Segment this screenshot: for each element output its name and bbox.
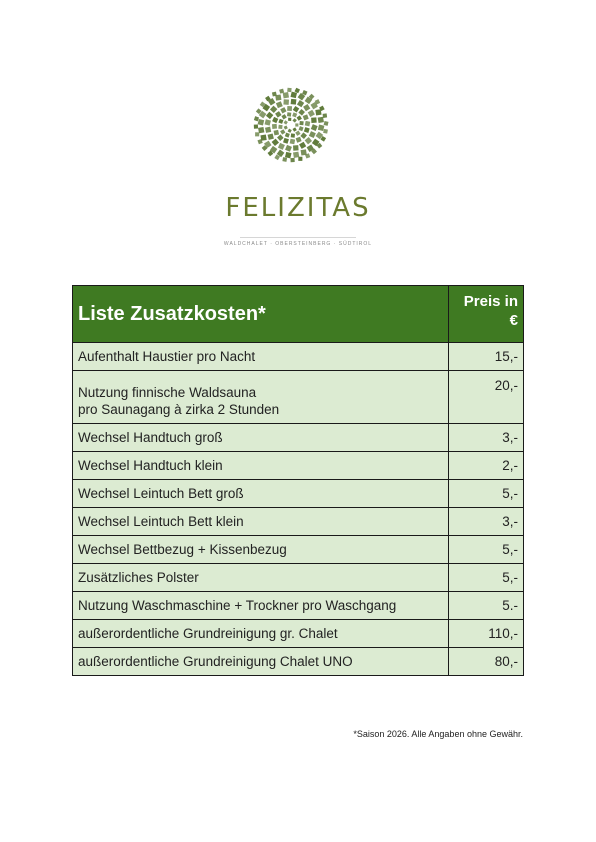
logo-tile (278, 119, 283, 124)
row-description-line: pro Saunagang à zirka 2 Stunden (78, 401, 280, 417)
logo-tile (254, 124, 258, 128)
logo-tile (287, 112, 291, 116)
logo-tile (280, 129, 285, 134)
row-description-line: Zusätzliches Polster (78, 570, 199, 585)
logo-tile (282, 157, 287, 162)
logo-tile (300, 132, 307, 139)
row-description (73, 452, 449, 480)
row-description (73, 371, 449, 424)
logo-tile (291, 99, 297, 105)
logo-tile (303, 104, 310, 111)
price-column-header: Preis in € (449, 286, 524, 343)
logo-tile (272, 124, 277, 129)
table-row (73, 343, 524, 371)
row-description (73, 424, 449, 452)
logo-tile (277, 134, 284, 141)
table-header-row (73, 286, 524, 343)
logo-tile (297, 100, 304, 107)
row-description (73, 536, 449, 564)
row-description (73, 592, 449, 620)
logo-tile (305, 121, 310, 126)
logo-tile (291, 133, 295, 137)
logo-tile (290, 92, 297, 99)
table-row (73, 536, 524, 564)
logo-tile (272, 92, 277, 97)
row-price: 3,- (449, 424, 524, 452)
row-description (73, 648, 449, 676)
logo-tile (304, 127, 310, 133)
logo-tile (309, 131, 316, 138)
logo-tile (296, 137, 302, 143)
row-description-line: außerordentliche Grundreinigung Chalet UNO (78, 654, 353, 669)
logo-tile (274, 130, 280, 136)
logo-tile (299, 142, 306, 149)
row-price: 5,- (449, 564, 524, 592)
row-price: 5,- (449, 536, 524, 564)
logo-tile (266, 112, 273, 119)
logo-tile (280, 107, 286, 113)
logo-tile (318, 124, 325, 131)
footnote: *Saison 2026. Alle Angaben ohne Gewähr. (353, 729, 523, 739)
logo-tile (297, 115, 302, 120)
table-title: Liste Zusatzkosten* (73, 286, 449, 343)
logo-tile (293, 127, 297, 131)
row-description-line: Aufenthalt Haustier pro Nacht (78, 349, 256, 364)
logo-tile (299, 126, 304, 131)
logo-tile (285, 145, 292, 152)
row-price: 3,- (449, 508, 524, 536)
logo-tile (272, 117, 278, 123)
logo-tile (303, 114, 309, 120)
logo-tile (265, 127, 271, 133)
row-price: 2,- (449, 452, 524, 480)
row-price: 110,- (449, 620, 524, 648)
row-price: 5,- (449, 480, 524, 508)
logo-tile (323, 113, 328, 118)
row-price: 20,- (449, 371, 524, 424)
logo-tile (268, 133, 274, 139)
logo-tile (308, 110, 315, 117)
row-description-line: Nutzung Waschmaschine + Trockner pro Waschgang (78, 598, 397, 613)
logo-tile (278, 143, 285, 150)
table-row (73, 508, 524, 536)
logo-tile (284, 125, 288, 129)
row-description-line: außerordentliche Grundreinigung gr. Chalet (78, 626, 338, 641)
row-description-line: Wechsel Leintuch Bett klein (78, 514, 244, 529)
logo-tile (323, 129, 328, 134)
logo-center (289, 123, 294, 128)
logo-tile (292, 118, 296, 122)
logo-tile (293, 106, 299, 112)
logo-tile (288, 129, 292, 133)
logo-tile (254, 116, 259, 121)
logo-tile (283, 138, 289, 144)
logo-tile (287, 106, 292, 111)
logo-tile (293, 145, 299, 151)
logo-tile (284, 120, 288, 124)
row-description (73, 343, 449, 371)
logo-area (0, 0, 596, 260)
logo-tile (270, 106, 277, 113)
row-description (73, 508, 449, 536)
logo-tile (318, 117, 324, 123)
logo-tile (283, 99, 289, 105)
logo-tile (295, 123, 298, 126)
row-price: 5.- (449, 592, 524, 620)
logo-tile (275, 111, 281, 117)
row-description-line: Wechsel Bettbezug + Kissenbezug (78, 542, 287, 557)
logo-tile (299, 121, 303, 125)
logo-tile (295, 88, 300, 93)
mosaic-flower-logo-icon (252, 86, 330, 164)
logo-tile (292, 112, 297, 117)
table-row (73, 564, 524, 592)
table-row (73, 480, 524, 508)
logo-tile (311, 124, 318, 131)
logo-tile (288, 118, 291, 121)
row-description-line: Nutzung finnische Waldsauna (78, 384, 257, 400)
logo-tile (255, 132, 259, 136)
row-description-line: Wechsel Handtuch groß (78, 430, 223, 445)
row-description (73, 620, 449, 648)
logo-tile (276, 101, 283, 108)
logo-tile (287, 88, 291, 92)
table-row (73, 620, 524, 648)
table-row (73, 452, 524, 480)
logo-tile (324, 121, 329, 126)
brand-name: FELIZITAS (225, 193, 371, 223)
logo-tile (272, 139, 279, 146)
row-description-line: Wechsel Leintuch Bett groß (78, 486, 244, 501)
logo-tile (285, 152, 292, 159)
row-price: 80,- (449, 648, 524, 676)
table-row (73, 371, 524, 424)
logo-tile (265, 119, 271, 125)
row-price: 15,- (449, 343, 524, 371)
logo-tile (285, 133, 290, 138)
table-row (73, 424, 524, 452)
logo-tile (278, 125, 282, 129)
table-row (73, 592, 524, 620)
table-row (73, 648, 524, 676)
logo-tile (258, 119, 265, 126)
logo-tile (283, 92, 289, 98)
logo-tile (305, 137, 312, 144)
logo-tile (290, 139, 295, 144)
logo-tile (311, 117, 317, 123)
row-description-line: Wechsel Handtuch klein (78, 458, 223, 473)
surcharge-table (72, 285, 524, 676)
logo-tile (298, 157, 302, 161)
brand-divider (240, 237, 356, 238)
logo-tile (290, 158, 294, 162)
logo-tile (295, 131, 300, 136)
row-description (73, 564, 449, 592)
logo-tile (298, 109, 305, 116)
row-description (73, 480, 449, 508)
logo-tile (281, 114, 286, 119)
brand-tagline: WALDCHALET · OBERSTEINBERG · SÜDTIROL (223, 241, 373, 247)
